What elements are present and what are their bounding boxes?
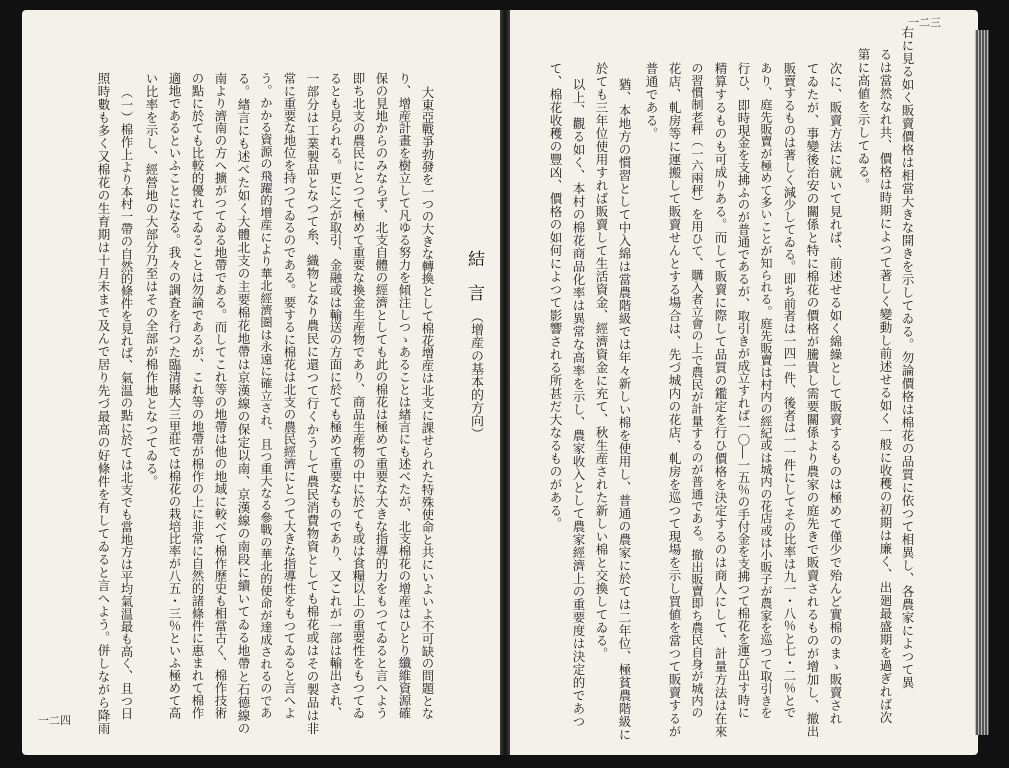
text-column: 以上、觀る如く、本村の棉花商品化率は異常な高率を示し、農家收入として農家經濟上の重要度は決定的であつ <box>571 78 586 728</box>
text-column: 一部分は工業製品となつて糸、織物となり農民に還つて行くかうして農民消費物資としても棉花或はその製品は非 <box>305 72 320 735</box>
text-column: あり、庭先販賣が極めて多いことが知られる。庭先販賣は村内の經紀或は城内の花店或は小販子が農家を巡つて取引きを <box>759 62 773 719</box>
text-column: 南より濟南の方へ擴がつてゐる地帶である。而してこれ等の地帶は他の地域に較べて棉作歷史も相當古く、棉作技術 <box>213 72 228 719</box>
book-gutter <box>500 10 510 755</box>
text-column: 即ち北支の農民にとつて極めて重要な換金生産物であり、商品生産物の中に於ても或は食糧以上の重要性をもつてゐ <box>351 72 366 719</box>
text-column: 猶、本地方の慣習として中入綿は當農階級では年々新しい棉を使用し、普通の農家に於ては二年位、極貧農階級に <box>617 78 632 741</box>
section-title: 結 言 <box>464 250 484 301</box>
text-column: 行ひ、即時現金を支拂ふのが普通であるが、取引きが成立すれば一〇―一五％の手付金を支拂つて棉花を運び出す時に <box>736 62 751 719</box>
text-column: て、棉花收穫の豐凶、價格の如何によつて影響される所甚だ大なるものがある。 <box>548 62 563 530</box>
text-column: （一）棉作上より本村一帶の自然的條件を見れば、氣温の點に於ては北支でも當地方は平均氣温最も高く、且つ日 <box>119 86 134 720</box>
text-column: るとも見られる。更に之が取引、金融或は輸送の方面に於ても極めて重要なものであり、又これが一部は輸出され、 <box>328 72 343 719</box>
text-column: 精算するものも可成りある。而して販賣に際して品質の鑑定を行ひ價格を決定するのは商人にして、計量方法は在來 <box>713 62 728 738</box>
text-column: 大東亞戰爭勃發を一つの大きな轉換として棉花增産は北支に課せられた特殊使命と共にいよいよ不可缺の問題とな <box>420 86 435 720</box>
section-subtitle: （增産の基本的方向） <box>468 310 483 440</box>
text-column: 販賣するものは著しく減少してゐる。即ち前者は一四一件、後者は一一件にしてその比率は九一・八％と七・二％とで <box>782 62 797 719</box>
page-number: 一二三 <box>908 16 941 29</box>
text-column: の習慣制老秤（一六兩秤）を用ひて、購入者立會の上で農民が計量するのが普通である。撤出販賣即ち農民自身が城内の <box>690 62 704 719</box>
text-column: る。緖言にも述べた如く大體北支の主要棉花地帶は京漢線の保定以南、京漢線の南段に續いてゐる地帶と石德線の <box>236 72 251 735</box>
text-column: い比率を示し、經營地の大部分乃至はその全部が棉作地となつてゐる。 <box>144 72 159 488</box>
text-column: 適地であるといふことになる。我々の調査を行つた臨清縣大三里莊では棉花の栽培比率が八五・三％といふ極めて高 <box>167 72 182 719</box>
text-column: 右に見る如く販賣價格は相當大きな開きを示してゐる。勿論價格は棉花の品質に依つて相異し、各農家によつて異 <box>900 26 915 689</box>
text-column: う。かかる資源の飛躍的增産により華北經濟圏は永遠に確立され、且つ重大なる參戰の華北的使命が達成されるのであ <box>259 72 273 719</box>
text-column: 於ても三年位使用すれば販賣して生活資金、經濟資金に充て、秋生産された新しい棉と交換してゐる。 <box>594 62 609 660</box>
text-column: 保の見地からのみならず、北支自體の經濟としても此の棉花は極めて重要な大きな指導的力をもつてゐると言へよう <box>374 72 389 719</box>
text-column: 普通である。 <box>644 62 659 140</box>
text-column: 照時數も多く又棉花の生育期は十月末まで及んで居り先づ最高の好條件を有してゐると言へよう。併しながら降雨 <box>96 72 111 735</box>
text-column: り、增産計畫を樹立して凡ゆる努力を傾注しつゝあることは緖言にも述べたが、北支棉花の增産はひとり纖維資源確 <box>397 72 412 719</box>
text-column: るは當然なれ共、價格は時期によつて著しく變動し前述せる如く一般に收穫の初期は廉く、出廻最盛期を過ぎれば次 <box>878 48 893 724</box>
page-edge <box>975 30 989 735</box>
text-column: 花店、軋房等に運搬して販賣せんとする場合は、先づ城内の花店、軋房を巡つて現場を示し買値を當つて販賣するが <box>667 62 682 738</box>
page-number: 一二四 <box>38 714 71 727</box>
text-column: 次に、販賣方法に就いて見れば、前述せる如く綿繰として販賣するものは極めて僅少で殆んど實棉のまゝ販賣され <box>828 62 843 725</box>
text-column: てゐたが、事變後治安の關係と特に棉花の價格が騰貴し需要關係より農家の庭先きで販賣されるものが增加し、撤出 <box>805 62 820 738</box>
text-column: の點に於ても比較的優れてゐることは勿論であるが、これ等の地帶が棉作の上に非常に自然的諸條件に惠まれて棉作 <box>190 72 205 719</box>
text-column: 第に高値を示してゐる。 <box>856 48 871 191</box>
text-column: 常に重要な地位を持つてゐるのである。要するに棉花は北支の農民經濟にとつて大きな指導性をもつてゐると言へよ <box>282 72 297 719</box>
